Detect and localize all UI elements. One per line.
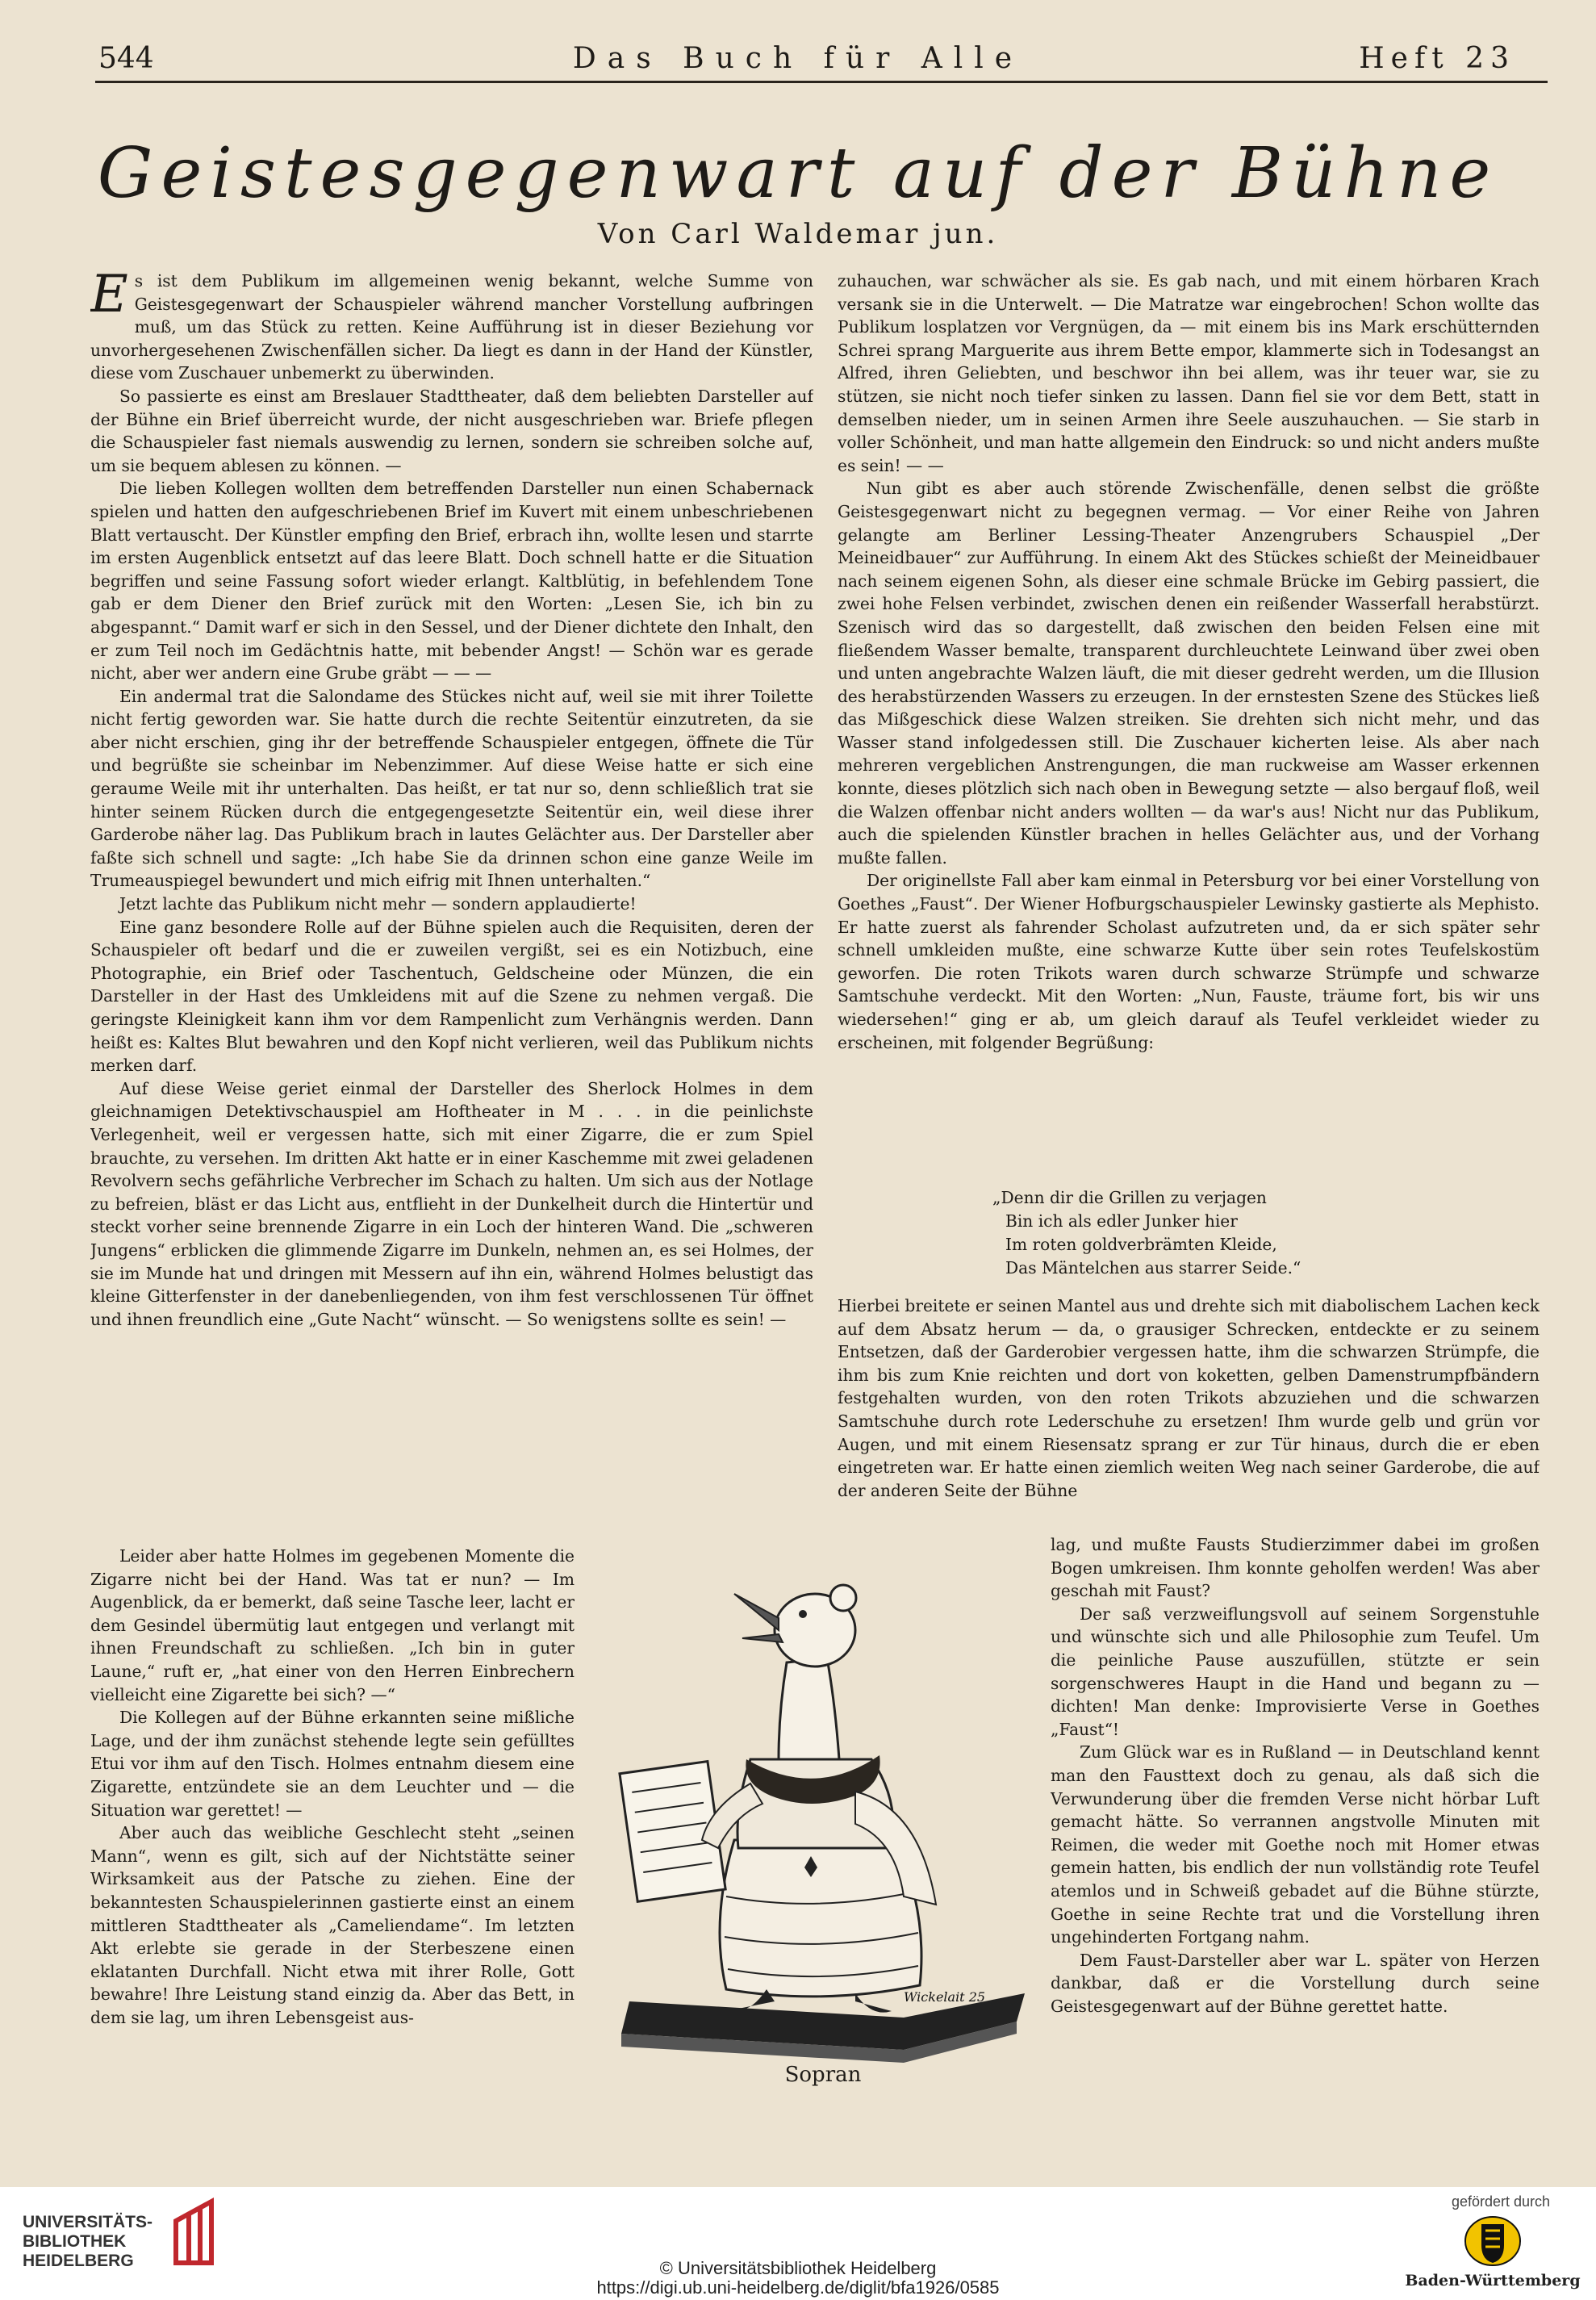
paragraph: Der saß verzweiflungsvoll auf seinem Sorgenstuhle und wünschte sich und alle Philosophie zum Teufel. Um die peinliche Pause auszufüllen, stützte er sein sorgenschweres Haupt in die Hand und begann zu — dichten! Man denke: Improvisierte Verse in Goethes „Faust“! [1051,1604,1540,1739]
illustration-caption: Sopran [784,2063,862,2087]
column-left [90,270,813,1496]
paragraph: Die lieben Kollegen wollten dem betreffenden Darsteller nun einen Schabernack spielen und hatten den aufgeschriebenen Brief im Kuvert mit einem unbeschriebenen Blatt vertauscht. Der Künstler empfing den Brief, erbrach ihn, wollte lesen und starrte im ersten Augenblick entsetzt auf das leere Blatt. Doch schnell hatte er die Situation begriffen und seine Fassung sofort wieder erlangt. Kaltblütig, in befehlendem Tone gab er dem Diener den Brief zurück mit den Worten: „Lesen Sie, ich bin zu abgespannt.“ Damit warf er sich in den Sessel, und der Diener dichtete den Inhalt, den er zum Teil noch im Gedächtnis hatte, mit bebender Angst! — Schön war es gerade nicht, aber wer andern eine Grube gräbt — — — [90,479,813,684]
library-logo-text[interactable]: UNIVERSITÄTS- BIBLIOTHEK HEIDELBERG [23,2213,153,2270]
poem-line: Im roten goldverbrämten Kleide, [1005,1235,1277,1254]
poem-line: „Denn dir die Grillen zu verjagen [992,1188,1267,1207]
goose-neck [779,1658,839,1759]
baden-wuerttemberg-emblem-icon [1460,2213,1525,2269]
paragraph: Der originellste Fall aber kam einmal in Petersburg vor bei einer Vorstellung von Goethes „Faust“. Der Wiener Hofburgschauspieler Lewinsky gastierte als Mephisto. Er hatte zuerst als fahrender Scholast aufzutreten und, da er sich später sehr schnell umkleiden mußte, eine schwarze Kutte über sein rotes Teufelskostüm geworfen. Die roten Trikots waren durch schwarze Strümpfe und schwarze Samtschuhe verdeckt. Mit den Worten: „Nun, Fauste, träume fort, bis wir uns wiedersehen!“ ging er ab, um gleich darauf als Teufel verkleidet wieder zu erscheinen, mit folgender Begrüßung: [838,871,1540,1052]
paragraph: Hierbei breitete er seinen Mantel aus und drehte sich mit diabolischem Lachen keck auf dem Absatz herum — da, o grausiger Schrecken, entdeckte er zu seinem Entsetzen, daß der Garderobier vergessen hatte, ihm die schwarzen Strümpfe, die ihm bis zum Knie reichten und dort von koketten, gelben Damenstrumpfbändern festgehalten wurden, von den roten Trikots abzuziehen und die schwarzen Samtschuhe durch rote Lederschuhe zu ersetzen! Ihm wurde gelb und grün vor Augen, und mit einem Riesensatz sprang er zur Tür hinaus, durch die er eben eingetreten war. Er hatte einen ziemlich weiten Weg nach seiner Garderobe, die auf der anderen Seite der Bühne [838,1296,1540,1500]
magazine-title: Das Buch für Alle [572,42,1024,75]
column-left-narrow [90,1545,574,2087]
goose-eye [799,1610,807,1618]
column-right-narrow [1051,1533,1540,2090]
artist-signature: Wickelait 25 [904,1989,986,2005]
paragraph: Ein andermal trat die Salondame des Stückes nicht auf, weil sie mit ihrer Toilette nicht fertig geworden war. Sie hatte durch die rechte Seitentür einzutreten, da sie aber nicht erschien, ging ihr der betreffende Schauspieler entgegen, öffnete die Tür und begrüßte sie scheinbar im Nebenzimmer. Auf diese Weise hatte er sich eine geraume Weile mit ihr unterhalten. Das heißt, er tat nur so, denn schließlich trat sie hinter seinem Rücken durch die entgegengesetzte Seitentür ein, weil diese ihrer Garderobe näher lag. Das Publikum brach in lautes Gelächter aus. Der Darsteller aber faßte sich schnell und sagte: „Ich habe Sie da drinnen schon eine ganze Weile im Trumeauspiegel bewundert und mich eifrig mit Ihnen unterhalten.“ [90,686,813,891]
paragraph: Nun gibt es aber auch störende Zwischenfälle, denen selbst die größte Geistesgegenwart nicht zu begegnen vermag. — Vor einer Reihe von Jahren gelangte am Berliner Lessing-Theater Anzengrubers Schauspiel „Der Meineidbauer“ zur Aufführung. In einem Akt des Stückes schießt der Meineidbauer nach seinem eigenen Sohn, als dieser eine schmale Brücke im Gebirg passiert, die zwei hohe Felsen verbindet, zwischen denen ein reißender Wasserfall herabstürzt. Szenisch wird das so dargestellt, daß zwischen den beiden Felsen eine mit fließendem Wasser bemalte, transparent durchleuchtete Leinwand über zwei oben und unten angebrachte Walzen läuft, die mit dieser gedreht werden, um die Illusion des herabstürzenden Wassers zu erzeugen. In der ernstesten Szene des Stückes ließ das Mißgeschick diese Walzen streiken. Sie drehten sich nicht mehr, und das Wasser stand infolgedessen still. Die Zuschauer kicherten leise. Als aber nach mehreren vergeblichen Anstrengungen, die man ruckweise am Wasser erkennen konnte, dieses plötzlich sich nach oben in Bewegung setzte — also bergauf floß, weil die Walzen offenbar nicht anders wollten — da war's aus! Nicht nur das Publikum, auch die spielenden Künstler brachen in helles Gelächter aus, und der Vorhang mußte fallen. [838,479,1540,868]
article-byline: Von Carl Waldemar jun. [597,218,999,250]
paragraph: Es ist dem Publikum im allgemeinen wenig bekannt, welche Summe von Geistesgegenwart der Schauspieler während mancher Vorstellung aufbringen muß, um das Stück zu retten. Keine Aufführung ist in dieser Beziehung vor unvorhergesehenen Zwischenfällen sicher. Da liegt es dann in der Hand der Künstler, diese vom Zuschauer unbemerkt zu überwinden. [90,270,813,383]
paragraph: Eine ganz besondere Rolle auf der Bühne spielen auch die Requisiten, deren der Schauspieler oft bedarf und die er zuweilen vergißt, sei es ein Notizbuch, eine Photographie, ein Brief oder Taschentuch, Geldscheine oder Münzen, die ein Darsteller in der Hast des Umkleidens mit auf die Szene zu nehmen vergaß. Die geringste Kleinigkeit kann ihm vor dem Rampenlicht zum Verhängnis werden. Dann heißt es: Kaltes Blut bewahren und den Kopf nicht verlieren, weil das Publikum nichts merken darf. [90,917,813,1076]
goose-beak [734,1594,779,1630]
column-right [838,270,1540,1186]
permalink-url[interactable]: https://digi.ub.uni-heidelberg.de/diglit/bfa1926/0585 [596,2277,1000,2298]
funder-name: Baden-Württemberg [1405,2272,1581,2290]
paragraph: lag, und mußte Fausts Studierzimmer dabei im großen Bogen umkreisen. Ihm konnte geholfen werden! Was aber geschah mit Faust? [1051,1535,1540,1601]
poem-line: Das Mäntelchen aus starrer Seide.“ [1005,1258,1301,1278]
paragraph: Jetzt lachte das Publikum nicht mehr — sondern applaudierte! [119,894,637,914]
paragraph: Leider aber hatte Holmes im gegebenen Momente die Zigarre nicht bei der Hand. Was tat er nun? — Im Augenblick, da er bemerkt, daß seine Tasche leer, lacht er dem Gesindel übermütig laut entgegen und verlangt mit ihnen Freundschaft zu schließen. „Ich bin in guter Laune,“ ruft er, „hat einer von den Herren Einbrechern vielleicht eine Zigarette bei sich? —“ [90,1546,574,1704]
goose-foot [855,1993,892,2013]
paragraph: Die Kollegen auf der Bühne erkannten seine mißliche Lage, und der ihm zunächst stehende legte sein gefülltes Etui vor ihm auf den Tisch. Holmes entnahm diesem eine Zigarette, entzündete sie an dem Leuchter und — die Situation war gerettet! — [90,1708,574,1820]
header-rule [95,81,1548,83]
issue-label: Heft 23 [1359,42,1515,75]
funded-by-label: gefördert durch [1451,2193,1551,2210]
copyright-notice: © Universitätsbibliothek Heidelberg [659,2258,937,2278]
column-right-lower [838,1294,1540,1533]
poem-line: Bin ich als edler Junker hier [1005,1211,1238,1231]
drop-cap: E [90,270,128,324]
page-number: 544 [98,42,154,75]
paragraph: So passierte es einst am Breslauer Stadttheater, daß dem beliebten Darsteller auf der Bühne ein Brief überreicht wurde, der nicht ausgeschrieben war. Briefe pflegen die Schauspieler fast niemals auswendig zu lernen, sondern sie schreiben solche auf, um sie bequem ablesen zu können. — [90,386,813,475]
paragraph: Dem Faust-Darsteller aber war L. später von Herzen dankbar, daß er die Vorstellung durch seine Geistesgegenwart auf der Bühne gerettet hatte. [1051,1950,1540,2016]
paragraph: Zum Glück war es in Rußland — in Deutschland kennt man den Fausttext doch zu genau, als daß sich die Verwunderung über die fremden Verse nicht hörbar Luft gemacht hätte. So verrannen angstvolle Minuten mit Reimen, die weder mit Goethe noch mit Homer etwas gemein hatten, bis endlich der nun vollständig rote Teufel atemlos und in Schweiß gebadet auf die Bühne stürzte, Goethe in seine Rechte trat und die Vorstellung ihren ungehinderten Fortgang nahm. [1051,1742,1540,1947]
paragraph: Auf diese Weise geriet einmal der Darsteller des Sherlock Holmes in dem gleichnamigen Detektivschauspiel am Hoftheater in M . . . in die peinlichste Verlegenheit, weil er vergessen hatte, sich mit einer Zigarre, die er zum Spiel brauchte, zu versehen. Im dritten Akt hatte er in einer Kaschemme mit zwei geladenen Revolvern sechs gefährliche Verbrecher im Schach zu halten. Um sich aus der Notlage zu befreien, bläst er das Licht aus, entflieht in der Dunkelheit durch die Hintertür und steckt vorher seine brennende Zigarre in ein Loch der hinteren Wand. Die „schweren Jungens“ erblicken die glimmende Zigarre im Dunkeln, nehmen an, es sei Holmes, der sie im Munde hat und dringen mit Messern auf ihn ein, während Holmes belustigt das kleine Gitterfenster in der danebenliegenden, von ihm fest verschlossenen Tür öffnet und ihnen freundlich eine „Gute Nacht“ wünscht. — So wenigstens sollte es sein! — [90,1078,813,1329]
poem-quote [992,1186,1493,1286]
soprano-goose-illustration [613,1517,1033,2066]
article-title: Geistesgegenwart auf der Bühne [97,133,1499,214]
paragraph: Aber auch das weibliche Geschlecht steht „seinen Mann“, wenn es gilt, sich auf der Nichtstätte seiner Wirksamkeit aus der Patsche zu ziehen. Eine der bekanntesten Schauspielerinnen gastierte einst an einem mittleren Stadttheater als „Cameliendame“. Im letzten Akt erlebte sie gerade in der Sterbeszene einen eklatanten Durchfall. Nicht etwa mit ihrer Rolle, Gott bewahre! Ihre Leistung stand einzig da. Aber das Bett, in dem sie lag, um ihren Lebensgeist aus- [90,1823,574,2027]
paragraph: zuhauchen, war schwächer als sie. Es gab nach, und mit einem hörbaren Krach versank sie in die Unterwelt. — Die Matratze war eingebrochen! Schon wollte das Publikum losplatzen vor Vergnügen, da — mit einem bis ins Mark erschütternden Schrei sprang Marguerite aus ihrem Bette empor, klammerte sich in Todesangst an Alfred, ihren Geliebten, und beschwor ihn bei allem, was ihr teuer war, sie zu stützen, sie nicht noch tiefer sinken zu lassen. Dann fiel sie vor dem Bett, statt in demselben nieder, um in seinen Armen ihre Seele auszuhauchen. — Sie starb in voller Schönheit, und man hatte allgemein den Eindruck: so und nicht anders mußte es sein! — — [838,271,1540,475]
hair-bun [830,1585,856,1611]
